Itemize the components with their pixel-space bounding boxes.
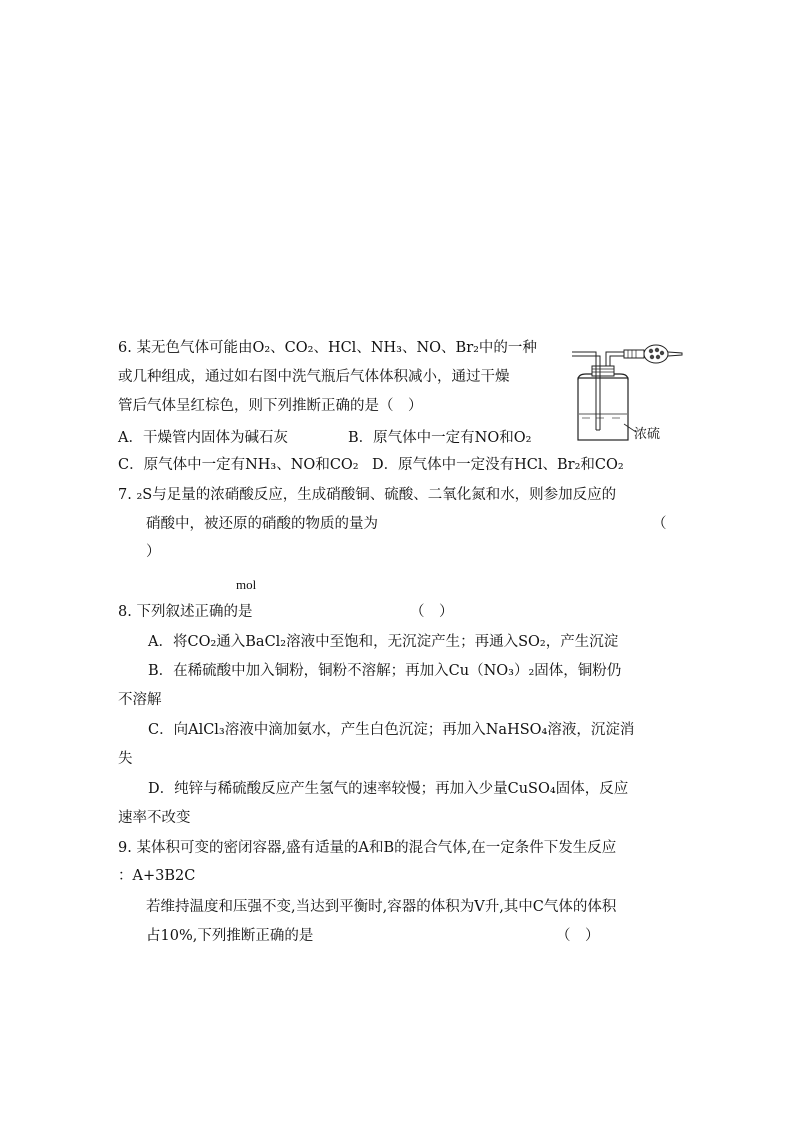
q7-paren-close: ） — [146, 544, 161, 560]
drying-tube-neck — [624, 350, 644, 358]
outlet-tube — [606, 352, 624, 366]
q6-line-2: 或几种组成，通过如右图中洗气瓶后气体体积减小，通过干燥 — [118, 369, 510, 385]
q9-line-3: 若维持温度和压强不变,当达到平衡时,容器的体积为V升,其中C气体的体积 — [146, 899, 617, 915]
q6-option-d: D．原气体中一定没有HCl、Br₂和CO₂ — [372, 457, 624, 473]
drying-tube-outlet — [668, 352, 682, 356]
bottle-body — [578, 378, 628, 440]
q7-line-1: 7. ₂S与足量的浓硝酸反应，生成硝酸铜、硫酸、二氧化氮和水，则参加反应的 — [118, 487, 617, 503]
stopper — [592, 366, 614, 376]
q7-unit: mol — [236, 577, 257, 592]
q7-paren-open: （ — [652, 516, 667, 532]
figure-label-conc-sulfuric: 浓硫 — [634, 427, 661, 442]
q6-line-3: 管后气体呈红棕色，则下列推断正确的是（ ） — [118, 398, 423, 414]
q6-option-c: C．原气体中一定有NH₃、NO和CO₂ — [118, 457, 359, 473]
q8-option-b-line-1: B．在稀硫酸中加入铜粉，铜粉不溶解；再加入Cu（NO₃）₂固体，铜粉仍 — [148, 663, 622, 679]
drying-tube-bulb — [644, 345, 668, 363]
q9-paren: （ ） — [556, 928, 600, 944]
q8-option-a: A．将CO₂通入BaCl₂溶液中至饱和，无沉淀产生；再通入SO₂，产生沉淀 — [148, 634, 619, 650]
gas-washing-apparatus-figure — [566, 344, 696, 444]
q8-option-c-line-1: C．向AlCl₃溶液中滴加氨水，产生白色沉淀；再加入NaHSO₄溶液，沉淀消 — [148, 722, 635, 738]
q6-line-1: 6. 某无色气体可能由O₂、CO₂、HCl、NH₃、NO、Br₂中的一种 — [118, 340, 537, 356]
q8-option-d-line-2: 速率不改变 — [118, 810, 191, 826]
q8-paren: （ ） — [410, 604, 454, 620]
q9-line-1: 9. 某体积可变的密闭容器,盛有适量的A和B的混合气体,在一定条件下发生反应 — [118, 840, 617, 856]
q8-option-b-line-2: 不溶解 — [118, 692, 162, 708]
q7-line-2: 硝酸中，被还原的硝酸的物质的量为 — [146, 516, 378, 532]
q6-option-b: B．原气体中一定有NO和O₂ — [348, 430, 532, 446]
q9-line-2: ：A+3B2C — [118, 868, 196, 884]
q9-line-4: 占10%,下列推断正确的是 — [146, 928, 314, 944]
q8-option-d-line-1: D．纯锌与稀硫酸反应产生氢气的速率较慢；再加入少量CuSO₄固体，反应 — [148, 781, 629, 797]
q8-line-1: 8. 下列叙述正确的是 — [118, 604, 253, 620]
q8-option-c-line-2: 失 — [118, 751, 133, 767]
q6-option-a: A．干燥管内固体为碱石灰 — [118, 430, 288, 446]
wash-bottle-diagram — [566, 344, 696, 444]
